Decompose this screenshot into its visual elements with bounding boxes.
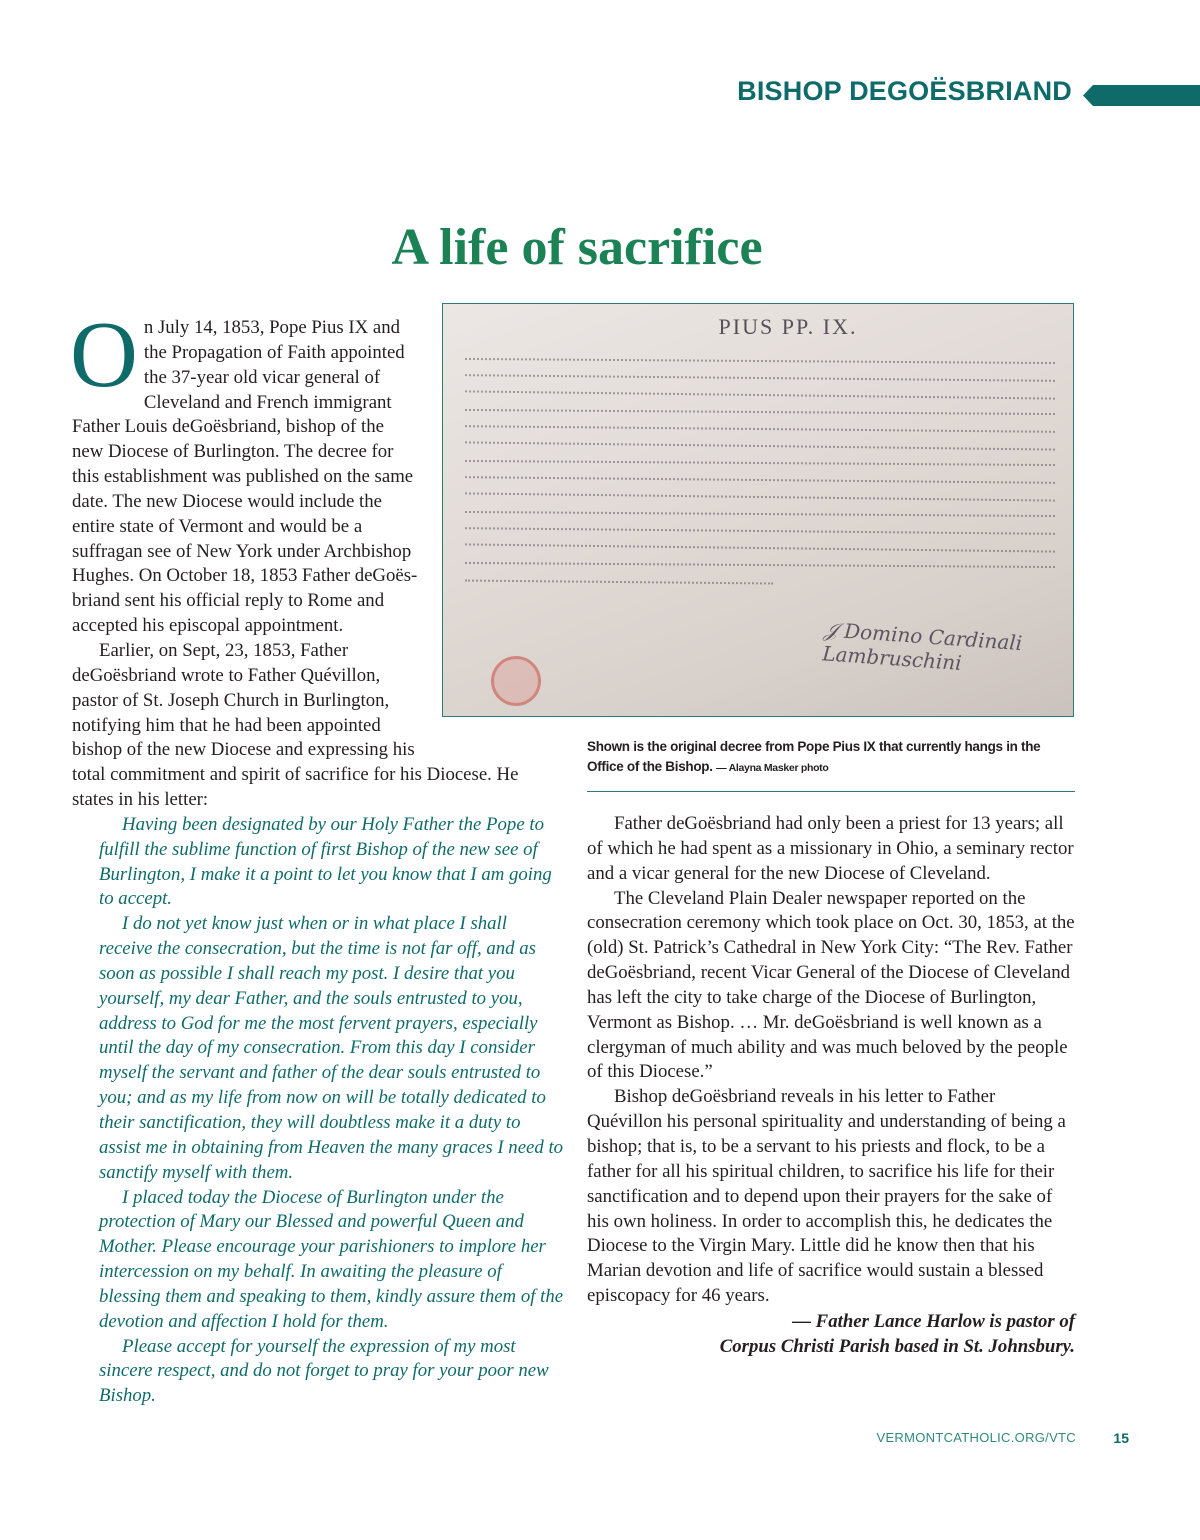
byline-line: Corpus Christi Parish based in St. Johnsbury.	[719, 1335, 1075, 1357]
section-title: BISHOP DEGOËSBRIAND	[737, 76, 1072, 106]
drop-cap: O	[70, 303, 138, 407]
footer-url: VERMONTCATHOLIC.ORG/VTC	[876, 1430, 1076, 1445]
body-paragraph: Father deGoësbriand had only been a priest for 13 years; all of which he had spent as a missionary in Ohio, a seminary rector and a vicar general for the new Diocese of Cleveland.	[587, 813, 1074, 884]
bishop-letter-quote	[99, 813, 564, 1409]
photo-caption	[587, 737, 1077, 778]
page-number: 15	[1113, 1430, 1129, 1446]
decree-signature: 𝒥 Domino Cardinali Lambruschini	[821, 617, 1023, 675]
section-tab-marker	[1083, 85, 1200, 106]
caption-text: Shown is the original decree from Pope Pius IX that currently hangs in the Office of the Bishop.	[587, 739, 1041, 774]
caption-divider	[587, 791, 1075, 792]
body-paragraph: The Cleveland Plain Dealer newspaper reported on the consecration ceremony which took place on Oct. 30, 1853, at the (old) St. Patrick’s Cathedral in New York City: “The Rev. Father deGoësbriand, recent Vicar General of the Diocese of Cleveland has left the city to take charge of the Diocese of Burlington, Vermont as Bishop. … Mr. deGoësbriand is well known as a clergyman of much ability and was much beloved by the people of this Diocese.”	[587, 887, 1075, 1083]
right-column	[587, 812, 1075, 1360]
author-byline	[587, 1310, 1075, 1360]
decree-heading: PIUS PP. IX.	[718, 314, 858, 339]
byline-line: — Father Lance Harlow is pastor of	[792, 1310, 1075, 1332]
quote-paragraph: Having been designated by our Holy Father the Pope to fulfill the sublime function of first Bishop of the new see of Burlington, I make it a point to let you know that I am going to accept.	[99, 813, 552, 910]
body-paragraph: Bishop deGoësbriand reveals in his letter to Father Quévillon his personal spirituality and understanding of being a bishop; that is, to be a servant to his priests and flock, to be a father for all his spiritual children, to sacrifice his life for their sanctification and to depend upon their prayers for the sake of his own holiness. In order to accomplish this, he dedicates the Diocese to the Virgin Mary. Little did he know then that his Marian devotion and life of sacrifice would sustain a blessed episcopacy for 46 years.	[587, 1086, 1066, 1307]
lead-paragraph-text: n July 14, 1853, Pope Pius IX and the Propagation of Faith appointed the 37-year old vicar general of Cleveland and French immigrant Father Louis deGoësbriand, bishop of the new Diocese of Burlington. The decree for this establishment was published on the same date. The new Diocese would include the entire state of Vermont and would be a suffragan see of New York under Archbishop Hughes. On October 18, 1853 Father deGoësbriand sent his official reply to Rome and accepted his episcopal appointment.	[72, 317, 418, 637]
quote-paragraph: Please accept for yourself the expression of my most sincere respect, and do not forget to pray for your poor new Bishop.	[99, 1335, 549, 1407]
section-header	[700, 74, 1200, 114]
photo-wrap-spacer	[419, 316, 564, 760]
quote-paragraph: I do not yet know just when or in what place I shall receive the consecration, but the time is not far off, and as soon as possible I shall reach my post. I desire that you yourself, my dear Father, and the souls entrusted to you, address to God for me the most fervent prayers, especially until the day of my consecration. From this day I consider myself the servant and father of the dear souls entrusted to you; and as my life from now on will be totally dedicated to their sanctification, they will doubtless make it a duty to assist me in obtaining from Heaven the many graces I need to sanctify myself with them.	[99, 913, 564, 1183]
quote-paragraph: I placed today the Diocese of Burlington under the protection of Mary our Blessed and powerful Queen and Mother. Please encourage your parishioners to implore her intercession on my behalf. In awaiting the pleasure of blessing them and speaking to them, kindly assure them of the devotion and affection I hold for them.	[99, 1186, 564, 1332]
left-column	[70, 303, 564, 1409]
article-headline: A life of sacrifice	[391, 219, 763, 276]
photo-credit: — Alayna Masker photo	[716, 762, 829, 774]
body-paragraph: Earlier, on Sept, 23, 1853, Father deGoësbriand wrote to Father Quévillon, pastor of St. Joseph Church in Burlington, notifying him that he had been appointed bishop of the new Diocese and expressing his total commitment and spirit of sacrifice for his Diocese. He states in his letter:	[72, 639, 519, 811]
